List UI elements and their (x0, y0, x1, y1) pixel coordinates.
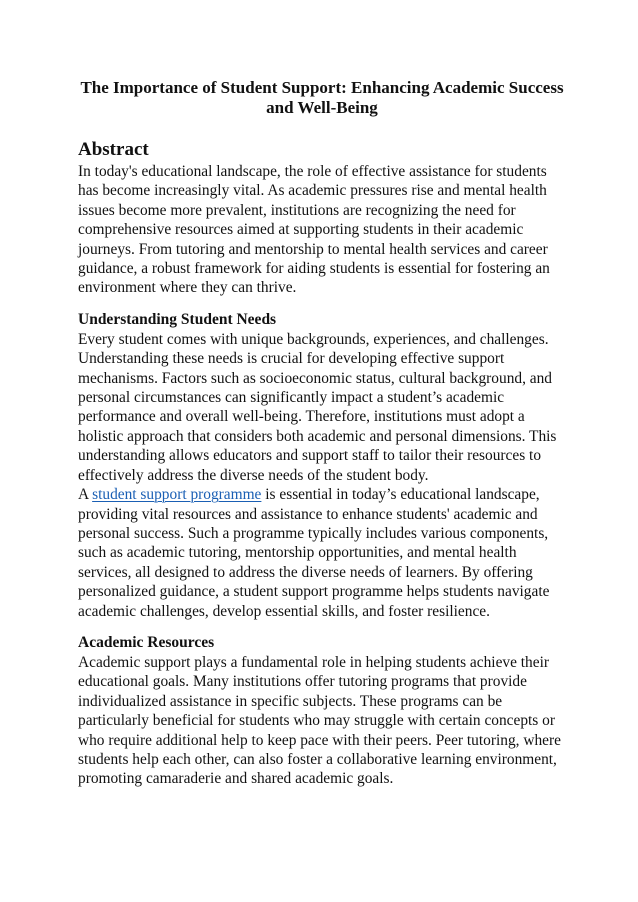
programme-paragraph (78, 485, 566, 621)
student-support-programme-link[interactable]: student support programme (92, 486, 262, 504)
abstract-paragraph: In today's educational landscape, the role of effective assistance for students has become increasingly vital. As academic pressures rise and mental health issues become more prevalent, institutions are recognizing the need for comprehensive resources aimed at supporting students in their academic journeys. From tutoring and mentorship to mental health services and career guidance, a robust framework for aiding students is essential for fostering an environment where they can thrive. (78, 163, 550, 297)
section-heading-academic-resources: Academic Resources (78, 633, 215, 651)
abstract-heading: Abstract (78, 139, 149, 160)
document-title: The Importance of Student Support: Enhancing Academic Success and Well-Being (80, 78, 564, 117)
understanding-paragraph: Every student comes with unique backgrounds, experiences, and challenges. Understanding these needs is crucial for developing effective support mechanisms. Factors such as socioeconomic status, cultural background, and personal circumstances can significantly impact a student’s academic performance and overall well-being. Therefore, institutions must adopt a holistic approach that considers both academic and personal dimensions. This understanding allows educators and support staff to tailor their resources to effectively address the diverse needs of the student body. (78, 330, 557, 484)
programme-paragraph-prefix: A (78, 486, 93, 504)
section-heading-understanding: Understanding Student Needs (78, 310, 277, 328)
programme-paragraph-suffix: is essential in today’s educational landscape, providing vital resources and assistance to enhance students' academic and personal success. Such a programme typically includes various components, such as academic tutoring, mentorship opportunities, and mental health services, all designed to address the diverse needs of learners. By offering personalized guidance, a student support programme helps students navigate academic challenges, develop essential skills, and foster resilience. (78, 486, 550, 620)
academic-resources-paragraph: Academic support plays a fundamental role in helping students achieve their educational goals. Many institutions offer tutoring programs that provide individualized assistance in specific subjects. These programs can be particularly beneficial for students who may struggle with certain concepts or who require additional help to keep pace with their peers. Peer tutoring, where students help each other, can also foster a collaborative learning environment, promoting camaraderie and shared academic goals. (78, 653, 561, 788)
document-content (78, 78, 566, 789)
